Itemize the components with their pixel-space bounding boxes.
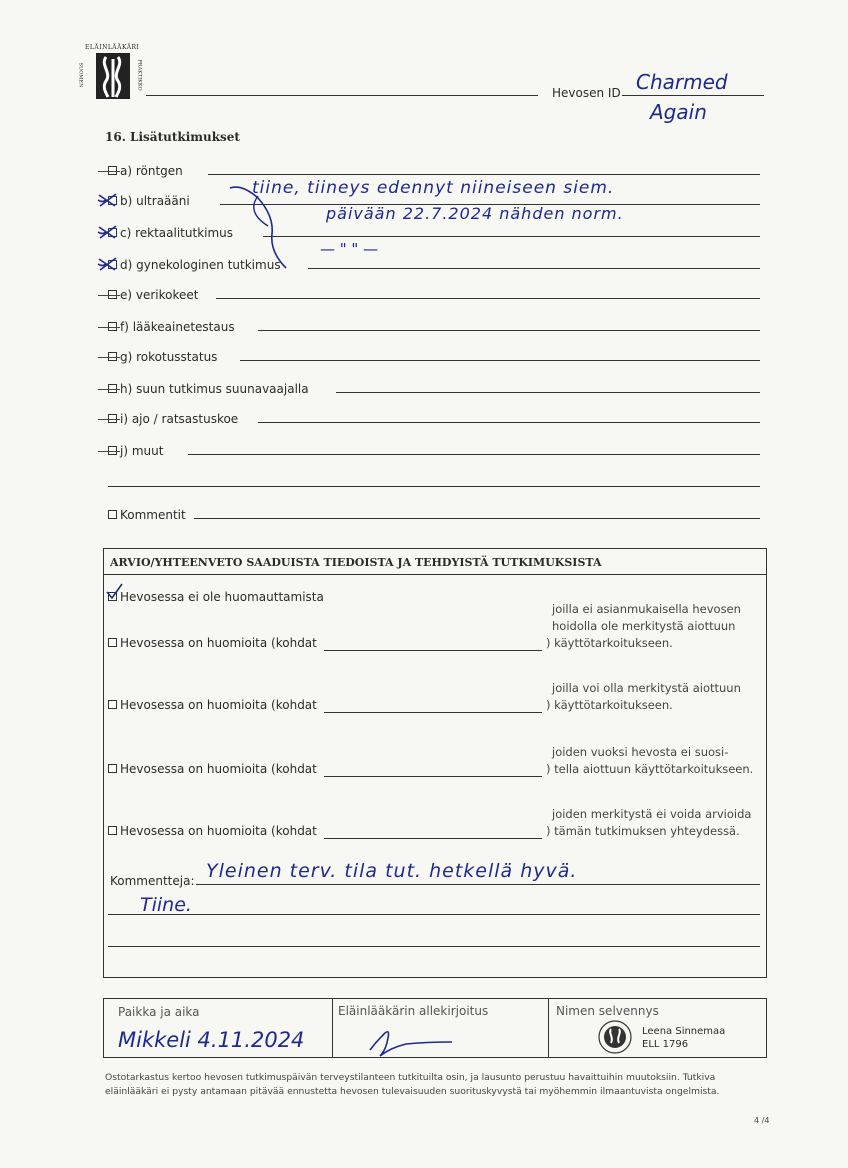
item-row bbox=[108, 412, 238, 426]
item-label: a) röntgen bbox=[120, 164, 183, 178]
hw-ditto[interactable]: — " " — bbox=[320, 240, 379, 258]
checkmark-x-icon bbox=[96, 223, 118, 241]
comments-line-1 bbox=[196, 884, 760, 885]
check-mark-icon bbox=[104, 582, 126, 602]
item-line bbox=[208, 174, 760, 175]
summary-row-desc: ) tämän tutkimuksen yhteydessä. bbox=[546, 824, 740, 838]
signature-divider-1 bbox=[332, 998, 333, 1058]
footer-text-1: Ostotarkastus kertoo hevosen tutkimuspäivän terveystilanteen tutkituilta osin, ja lausunto perustuu havaittuihin muutoksiin. Tutkiva bbox=[105, 1072, 716, 1083]
item-label: i) ajo / ratsastuskoe bbox=[120, 412, 239, 426]
summary-row-line bbox=[324, 776, 542, 777]
comments-label: Kommentteja: bbox=[110, 874, 195, 888]
item-line bbox=[308, 268, 760, 269]
comments-line-3 bbox=[108, 946, 760, 947]
hw-ultrasound-line2[interactable]: päivään 22.7.2024 nähden norm. bbox=[326, 204, 624, 223]
item-row bbox=[108, 350, 217, 364]
item-label: b) ultraääni bbox=[120, 194, 190, 208]
summary-row-desc: ) käyttötarkoitukseen. bbox=[546, 636, 673, 650]
hw-comment2[interactable]: Tiine. bbox=[140, 894, 192, 916]
summary-row-line bbox=[324, 650, 542, 651]
summary-row-desc: joiden merkitystä ei voida arvioida bbox=[552, 807, 752, 821]
comment-checkbox[interactable] bbox=[108, 510, 117, 519]
item-dash-mark bbox=[98, 357, 120, 358]
item-line bbox=[263, 236, 760, 237]
place-label: Paikka ja aika bbox=[118, 1005, 200, 1019]
logo-text-top: ELÄINLÄÄKÄRI bbox=[85, 44, 140, 51]
item-row bbox=[108, 288, 199, 302]
item-label: c) rektaalitutkimus bbox=[120, 226, 234, 240]
summary-title: ARVIO/YHTEENVETO SAADUISTA TIEDOISTA JA TEHDYISTÄ TUTKIMUKSISTA bbox=[110, 556, 602, 569]
summary-row-desc: joilla voi olla merkitystä aiottuun bbox=[552, 681, 741, 695]
item-label: j) muut bbox=[120, 444, 164, 458]
header-line bbox=[146, 95, 538, 96]
vet-sig-label: Eläinlääkärin allekirjoitus bbox=[338, 1004, 489, 1018]
summary-row-desc: ) käyttötarkoitukseen. bbox=[546, 698, 673, 712]
logo-emblem bbox=[96, 53, 130, 99]
stamp-name: Leena Sinnemaa bbox=[642, 1026, 726, 1037]
item-row bbox=[108, 194, 190, 208]
comment-row bbox=[108, 508, 186, 522]
item-dash-mark bbox=[98, 419, 120, 420]
summary-row-desc: joilla ei asianmukaisella hevosen bbox=[552, 602, 741, 616]
comment-line bbox=[194, 518, 760, 519]
summary-row-line bbox=[324, 712, 542, 713]
item-label: e) verikokeet bbox=[120, 288, 199, 302]
summary-row-checkbox[interactable] bbox=[108, 764, 117, 773]
comment-label: Kommentit bbox=[120, 508, 186, 522]
item-line bbox=[258, 422, 760, 423]
footer-text-2: eläinlääkäri ei pysty antamaan pitävää ennustetta hevosen tulevaisuuden suorituskyvystä tai myöhemmin ilmaantuvista ongelmista. bbox=[105, 1086, 720, 1097]
item-label: f) lääkeainetestaus bbox=[120, 320, 235, 334]
hw-ultrasound-line1[interactable]: tiine, tiineys edennyt niineiseen siem. bbox=[252, 178, 615, 198]
item-label: d) gynekologinen tutkimus bbox=[120, 258, 281, 272]
horse-id-value-1[interactable]: Charmed bbox=[636, 70, 728, 94]
summary-row-desc: ) tella aiottuun käyttötarkoitukseen. bbox=[546, 762, 754, 776]
logo-text-left: SUOMEN bbox=[77, 62, 84, 88]
summary-row-desc: hoidolla ole merkitystä aiottuun bbox=[552, 619, 736, 633]
summary-row bbox=[108, 824, 317, 838]
summary-row-label: Hevosessa on huomioita (kohdat bbox=[120, 762, 317, 776]
item-line bbox=[188, 454, 760, 455]
hw-comment1[interactable]: Yleinen terv. tila tut. hetkellä hyvä. bbox=[206, 860, 578, 882]
summary-row bbox=[108, 762, 317, 776]
summary-row-label: Hevosessa on huomioita (kohdat bbox=[120, 824, 317, 838]
summary-option1-label: Hevosessa ei ole huomauttamista bbox=[120, 590, 324, 604]
summary-option1 bbox=[108, 590, 324, 604]
item-line bbox=[336, 392, 760, 393]
checkmark-x-icon bbox=[96, 191, 118, 209]
item-dash-mark bbox=[98, 327, 120, 328]
summary-row-label: Hevosessa on huomioita (kohdat bbox=[120, 698, 317, 712]
name-label: Nimen selvennys bbox=[556, 1004, 659, 1018]
page-number: 4 /4 bbox=[754, 1116, 770, 1125]
summary-row bbox=[108, 636, 317, 650]
stamp-seal-icon bbox=[596, 1019, 634, 1055]
item-dash-mark bbox=[98, 451, 120, 452]
summary-row-line bbox=[324, 838, 542, 839]
summary-row-label: Hevosessa on huomioita (kohdat bbox=[120, 636, 317, 650]
item-row bbox=[108, 320, 235, 334]
comments-line-2 bbox=[108, 914, 760, 915]
horse-id-line bbox=[622, 95, 764, 96]
logo bbox=[77, 44, 144, 100]
item-dash-mark bbox=[98, 389, 120, 390]
stamp-id: ELL 1796 bbox=[642, 1039, 689, 1050]
item-label: g) rokotusstatus bbox=[120, 350, 218, 364]
section-title: 16. Lisätutkimukset bbox=[105, 130, 240, 144]
horse-id-value-2[interactable]: Again bbox=[650, 100, 707, 124]
item-line bbox=[240, 360, 760, 361]
item-line bbox=[216, 298, 760, 299]
place-value[interactable]: Mikkeli 4.11.2024 bbox=[118, 1028, 305, 1052]
item-line bbox=[258, 330, 760, 331]
signature-divider-2 bbox=[548, 998, 549, 1058]
summary-row-checkbox[interactable] bbox=[108, 638, 117, 647]
summary-title-rule bbox=[103, 574, 767, 575]
vet-signature-icon bbox=[366, 1020, 456, 1060]
item-label: h) suun tutkimus suunavaajalla bbox=[120, 382, 309, 396]
checkmark-x-icon bbox=[96, 255, 118, 273]
summary-row-checkbox[interactable] bbox=[108, 826, 117, 835]
extra-line bbox=[108, 486, 760, 487]
item-dash-mark bbox=[98, 171, 120, 172]
item-dash-mark bbox=[98, 295, 120, 296]
logo-text-right: PRAKTIKKO bbox=[136, 59, 143, 91]
summary-row-checkbox[interactable] bbox=[108, 700, 117, 709]
item-row bbox=[108, 382, 309, 396]
horse-id-label: Hevosen ID bbox=[552, 86, 621, 100]
summary-row bbox=[108, 698, 317, 712]
item-row bbox=[108, 226, 233, 240]
summary-row-desc: joiden vuoksi hevosta ei suosi- bbox=[552, 745, 729, 759]
